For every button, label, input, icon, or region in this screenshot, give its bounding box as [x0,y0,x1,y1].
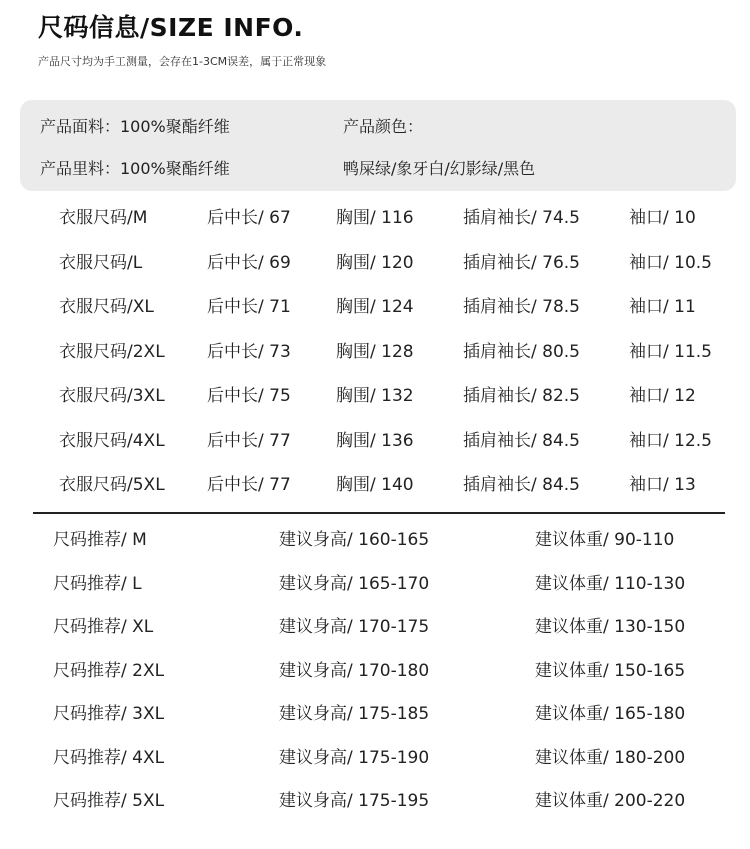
suggested-weight: 建议体重/ 165-180 [535,704,686,724]
sleeve-length: 插肩袖长/ 84.5 [463,475,580,495]
chest-measure: 胸围/ 124 [336,297,414,317]
cuff-measure: 袖口/ 11 [629,297,696,317]
table-row [0,206,750,230]
table-row [0,789,750,813]
table-row [0,528,750,552]
sleeve-length: 插肩袖长/ 82.5 [463,386,580,406]
table-row [0,702,750,726]
suggested-weight: 建议体重/ 110-130 [535,573,686,594]
back-length: 后中长/ 67 [207,208,291,228]
recommended-size: 尺码推荐/ 4XL [53,747,165,768]
suggested-height: 建议身高/ 170-175 [279,617,430,637]
chest-measure: 胸围/ 128 [336,341,414,362]
chest-measure: 胸围/ 136 [336,430,414,451]
sleeve-length: 插肩袖长/ 78.5 [463,297,580,317]
recommended-size: 尺码推荐/ 2XL [53,660,165,681]
chest-measure: 胸围/ 132 [336,386,414,406]
table-row [0,340,750,364]
color-label: 产品颜色： [343,117,424,136]
suggested-height: 建议身高/ 175-190 [279,747,430,768]
suggested-height: 建议身高/ 175-185 [279,704,430,724]
color-value: 鸭屎绿/象牙白/幻影绿/黑色 [343,159,536,178]
back-length: 后中长/ 77 [207,475,291,495]
table-row [0,659,750,683]
table-row [0,572,750,596]
size-label: 衣服尺码/XL [59,297,154,317]
chest-measure: 胸围/ 120 [336,252,414,273]
page-title: 尺码信息/SIZE INFO. [38,13,304,42]
lining-info: 产品里料：100%聚酯纤维 [40,159,230,178]
table-row [0,746,750,770]
suggested-height: 建议身高/ 160-165 [279,530,430,550]
size-label: 衣服尺码/M [59,208,148,228]
suggested-weight: 建议体重/ 90-110 [535,530,675,550]
recommended-size: 尺码推荐/ 5XL [53,791,165,811]
sleeve-length: 插肩袖长/ 74.5 [463,208,580,228]
recommended-size: 尺码推荐/ M [53,530,147,550]
recommended-size: 尺码推荐/ 3XL [53,704,165,724]
table-row [0,251,750,275]
fabric-info: 产品面料：100%聚酯纤维 [40,117,230,136]
product-info-box [20,100,736,191]
recommended-size: 尺码推荐/ XL [53,617,154,637]
recommended-size: 尺码推荐/ L [53,573,142,594]
back-length: 后中长/ 71 [207,297,291,317]
back-length: 后中长/ 75 [207,386,291,406]
section-divider [33,512,725,514]
measurement-note: 产品尺寸均为手工测量，会存在1-3CM误差，属于正常现象 [38,55,327,68]
size-label: 衣服尺码/3XL [59,386,165,406]
table-row [0,429,750,453]
table-row [0,295,750,319]
table-row [0,473,750,497]
cuff-measure: 袖口/ 12 [629,386,696,406]
cuff-measure: 袖口/ 13 [629,475,696,495]
chest-measure: 胸围/ 140 [336,475,414,495]
back-length: 后中长/ 73 [207,341,291,362]
cuff-measure: 袖口/ 10.5 [629,252,712,273]
table-row [0,384,750,408]
suggested-weight: 建议体重/ 180-200 [535,747,686,768]
suggested-weight: 建议体重/ 150-165 [535,660,686,681]
back-length: 后中长/ 77 [207,430,291,451]
cuff-measure: 袖口/ 12.5 [629,430,712,451]
chest-measure: 胸围/ 116 [336,208,414,228]
suggested-weight: 建议体重/ 130-150 [535,617,686,637]
suggested-weight: 建议体重/ 200-220 [535,791,686,811]
cuff-measure: 袖口/ 11.5 [629,341,712,362]
suggested-height: 建议身高/ 175-195 [279,791,430,811]
size-label: 衣服尺码/5XL [59,475,165,495]
back-length: 后中长/ 69 [207,252,291,273]
sleeve-length: 插肩袖长/ 80.5 [463,341,580,362]
cuff-measure: 袖口/ 10 [629,208,696,228]
suggested-height: 建议身高/ 165-170 [279,573,430,594]
size-label: 衣服尺码/2XL [59,341,165,362]
sleeve-length: 插肩袖长/ 76.5 [463,252,580,273]
sleeve-length: 插肩袖长/ 84.5 [463,430,580,451]
suggested-height: 建议身高/ 170-180 [279,660,430,681]
table-row [0,615,750,639]
size-label: 衣服尺码/4XL [59,430,165,451]
size-label: 衣服尺码/L [59,252,143,273]
